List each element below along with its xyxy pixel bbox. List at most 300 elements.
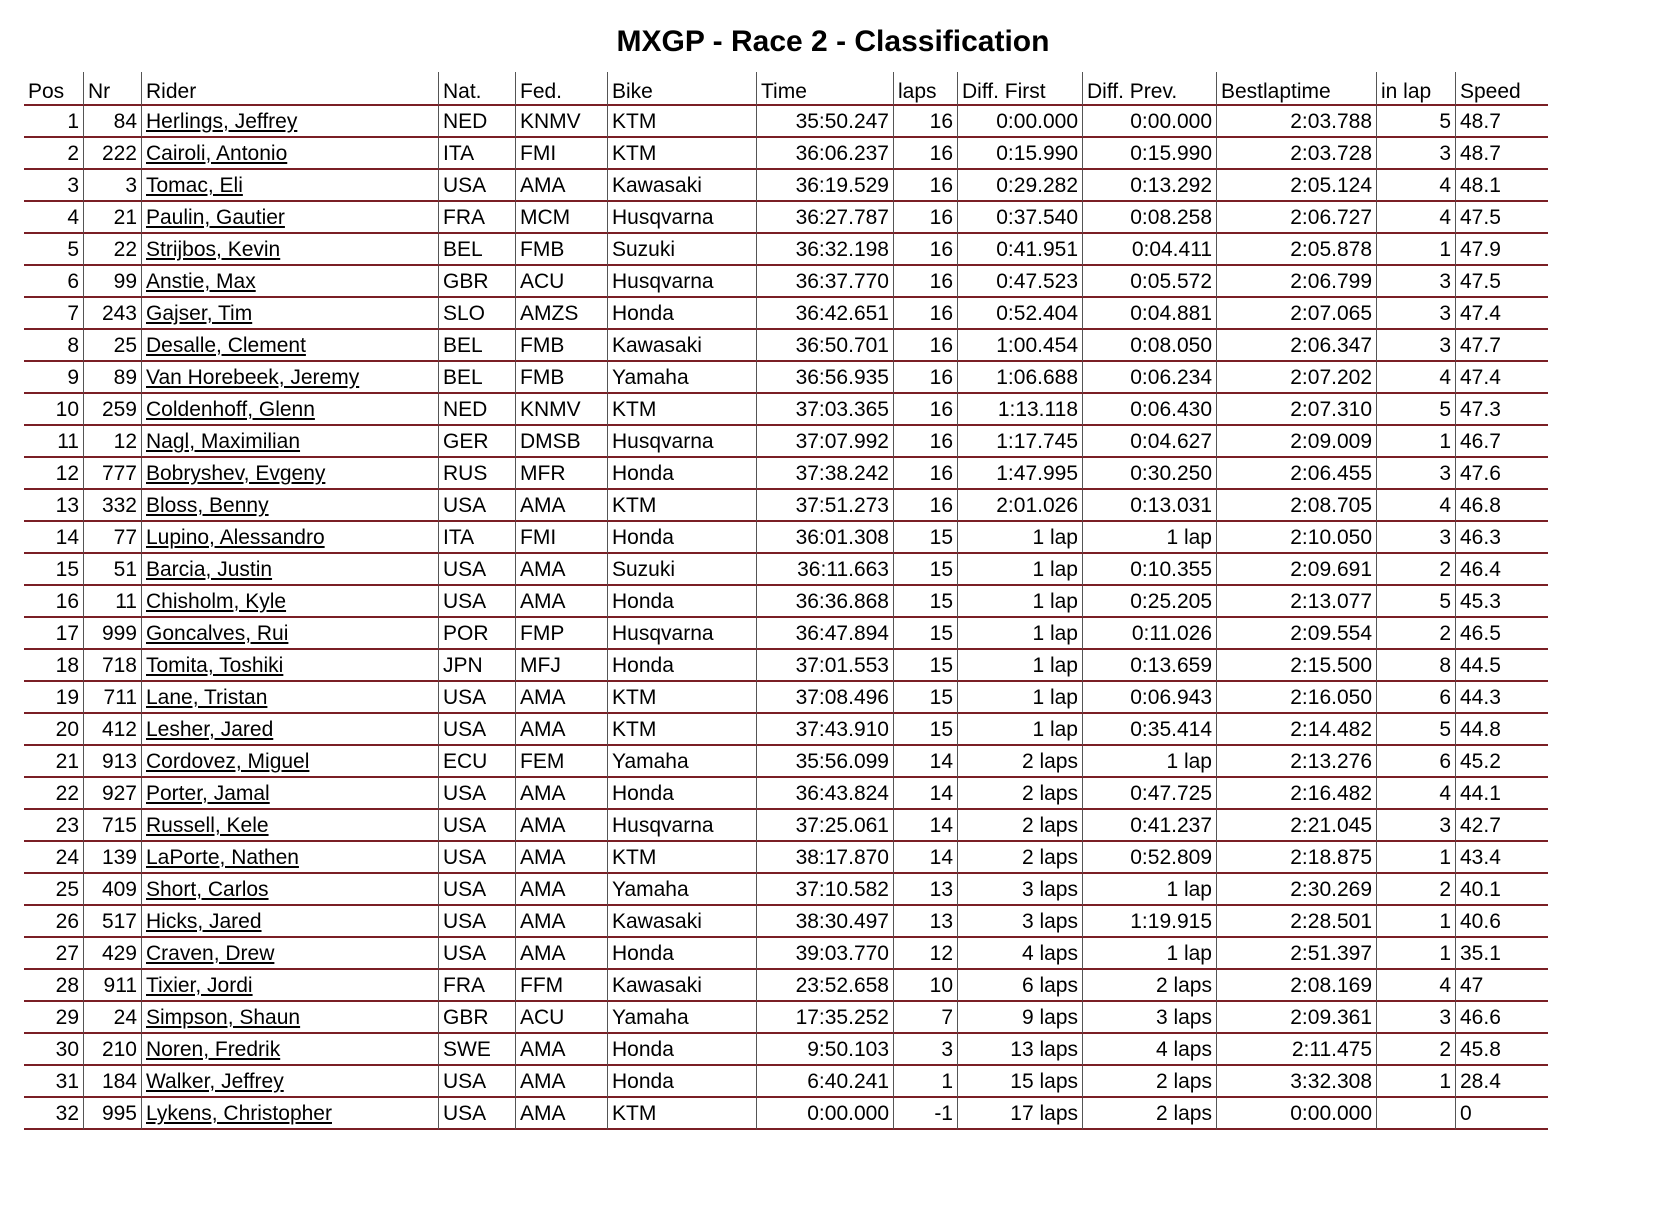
cell-pos: 4	[24, 202, 84, 234]
cell-diff-first: 2 laps	[958, 810, 1083, 842]
cell-bike: Suzuki	[608, 234, 757, 266]
cell-diff-first: 1 lap	[958, 682, 1083, 714]
rider-link[interactable]: Lane, Tristan	[146, 686, 268, 709]
cell-nat: USA	[439, 714, 516, 746]
cell-bike: Husqvarna	[608, 202, 757, 234]
cell-nat: USA	[439, 778, 516, 810]
cell-fed: FMI	[516, 138, 608, 170]
cell-speed: 40.6	[1456, 906, 1548, 938]
rider-link[interactable]: Tomita, Toshiki	[146, 654, 284, 677]
table-row	[24, 586, 1548, 618]
table-row	[24, 298, 1548, 330]
cell-speed: 46.7	[1456, 426, 1548, 458]
cell-rider	[142, 1002, 439, 1034]
column-header-pos: Pos	[24, 72, 84, 106]
cell-time: 36:06.237	[757, 138, 894, 170]
cell-time: 37:08.496	[757, 682, 894, 714]
cell-nr: 21	[84, 202, 142, 234]
cell-nat: BEL	[439, 330, 516, 362]
cell-rider	[142, 202, 439, 234]
cell-in-lap: 4	[1377, 970, 1456, 1002]
cell-laps: 14	[894, 746, 958, 778]
cell-diff-first: 1:47.995	[958, 458, 1083, 490]
cell-fed: FMI	[516, 522, 608, 554]
cell-nr: 89	[84, 362, 142, 394]
rider-link[interactable]: Tomac, Eli	[146, 174, 243, 197]
cell-laps: 14	[894, 810, 958, 842]
cell-time: 38:30.497	[757, 906, 894, 938]
cell-in-lap: 1	[1377, 906, 1456, 938]
rider-link[interactable]: Herlings, Jeffrey	[146, 110, 298, 133]
cell-rider	[142, 874, 439, 906]
cell-pos: 19	[24, 682, 84, 714]
cell-nr: 99	[84, 266, 142, 298]
cell-nr: 210	[84, 1034, 142, 1066]
cell-bike: Honda	[608, 650, 757, 682]
classification-table	[24, 72, 1548, 1130]
cell-bestlaptime: 2:08.169	[1217, 970, 1377, 1002]
cell-bike: KTM	[608, 106, 757, 138]
cell-bike: Honda	[608, 1034, 757, 1066]
table-row	[24, 810, 1548, 842]
cell-time: 9:50.103	[757, 1034, 894, 1066]
cell-laps: 13	[894, 906, 958, 938]
cell-nr: 777	[84, 458, 142, 490]
cell-bestlaptime: 2:16.050	[1217, 682, 1377, 714]
cell-time: 36:27.787	[757, 202, 894, 234]
cell-rider	[142, 1098, 439, 1130]
table-row	[24, 202, 1548, 234]
rider-link[interactable]: Chisholm, Kyle	[146, 590, 287, 613]
cell-in-lap: 3	[1377, 458, 1456, 490]
cell-diff-first: 1:13.118	[958, 394, 1083, 426]
cell-laps: 16	[894, 138, 958, 170]
cell-fed: AMA	[516, 874, 608, 906]
rider-link[interactable]: Van Horebeek, Jeremy	[146, 366, 360, 389]
cell-nr: 715	[84, 810, 142, 842]
cell-pos: 32	[24, 1098, 84, 1130]
cell-rider	[142, 490, 439, 522]
table-row	[24, 458, 1548, 490]
cell-time: 36:19.529	[757, 170, 894, 202]
cell-nat: NED	[439, 394, 516, 426]
cell-pos: 10	[24, 394, 84, 426]
table-row	[24, 938, 1548, 970]
cell-in-lap: 2	[1377, 618, 1456, 650]
cell-rider	[142, 234, 439, 266]
cell-time: 36:11.663	[757, 554, 894, 586]
cell-speed: 47.3	[1456, 394, 1548, 426]
rider-link[interactable]: Simpson, Shaun	[146, 1006, 301, 1029]
cell-bike: Yamaha	[608, 874, 757, 906]
cell-bestlaptime: 2:21.045	[1217, 810, 1377, 842]
cell-diff-prev: 0:30.250	[1083, 458, 1217, 490]
cell-nat: USA	[439, 1098, 516, 1130]
rider-link[interactable]: Lykens, Christopher	[146, 1102, 332, 1125]
cell-bike: Honda	[608, 298, 757, 330]
rider-link[interactable]: Nagl, Maximilian	[146, 430, 301, 453]
cell-in-lap: 3	[1377, 266, 1456, 298]
cell-speed: 0	[1456, 1098, 1548, 1130]
cell-nat: USA	[439, 1066, 516, 1098]
rider-link[interactable]: Short, Carlos	[146, 878, 269, 901]
table-row	[24, 970, 1548, 1002]
cell-fed: DMSB	[516, 426, 608, 458]
cell-diff-first: 2 laps	[958, 746, 1083, 778]
cell-pos: 16	[24, 586, 84, 618]
column-header-nr: Nr	[84, 72, 142, 106]
cell-laps: 16	[894, 170, 958, 202]
cell-laps: 16	[894, 266, 958, 298]
cell-time: 36:32.198	[757, 234, 894, 266]
cell-speed: 35.1	[1456, 938, 1548, 970]
rider-link[interactable]: Desalle, Clement	[146, 334, 306, 357]
cell-laps: -1	[894, 1098, 958, 1130]
cell-diff-first: 9 laps	[958, 1002, 1083, 1034]
cell-nat: ECU	[439, 746, 516, 778]
rider-link[interactable]: Strijbos, Kevin	[146, 238, 281, 261]
column-header-diff-prev: Diff. Prev.	[1083, 72, 1217, 106]
cell-in-lap: 1	[1377, 1066, 1456, 1098]
cell-nr: 51	[84, 554, 142, 586]
cell-bestlaptime: 2:05.878	[1217, 234, 1377, 266]
cell-laps: 16	[894, 106, 958, 138]
cell-nat: GBR	[439, 266, 516, 298]
cell-nat: USA	[439, 490, 516, 522]
cell-diff-prev: 0:08.050	[1083, 330, 1217, 362]
cell-rider	[142, 522, 439, 554]
cell-diff-first: 1 lap	[958, 586, 1083, 618]
cell-in-lap	[1377, 1098, 1456, 1130]
cell-laps: 1	[894, 1066, 958, 1098]
cell-time: 17:35.252	[757, 1002, 894, 1034]
cell-diff-prev: 0:04.881	[1083, 298, 1217, 330]
cell-pos: 11	[24, 426, 84, 458]
cell-diff-prev: 2 laps	[1083, 970, 1217, 1002]
cell-bestlaptime: 2:06.799	[1217, 266, 1377, 298]
rider-link[interactable]: Lupino, Alessandro	[146, 526, 325, 549]
cell-time: 37:07.992	[757, 426, 894, 458]
rider-link[interactable]: Hicks, Jared	[146, 910, 262, 933]
cell-nat: USA	[439, 554, 516, 586]
cell-diff-first: 6 laps	[958, 970, 1083, 1002]
cell-nr: 77	[84, 522, 142, 554]
cell-time: 37:01.553	[757, 650, 894, 682]
cell-rider	[142, 586, 439, 618]
cell-nat: ITA	[439, 138, 516, 170]
cell-speed: 47.5	[1456, 266, 1548, 298]
cell-bike: KTM	[608, 682, 757, 714]
cell-rider	[142, 298, 439, 330]
cell-speed: 47	[1456, 970, 1548, 1002]
cell-bestlaptime: 2:15.500	[1217, 650, 1377, 682]
cell-laps: 16	[894, 298, 958, 330]
cell-bestlaptime: 2:09.361	[1217, 1002, 1377, 1034]
cell-fed: FEM	[516, 746, 608, 778]
cell-bestlaptime: 2:51.397	[1217, 938, 1377, 970]
cell-pos: 28	[24, 970, 84, 1002]
cell-rider	[142, 394, 439, 426]
cell-bestlaptime: 2:11.475	[1217, 1034, 1377, 1066]
rider-link[interactable]: Walker, Jeffrey	[146, 1070, 284, 1093]
cell-bike: Honda	[608, 458, 757, 490]
cell-pos: 29	[24, 1002, 84, 1034]
cell-diff-prev: 0:05.572	[1083, 266, 1217, 298]
cell-diff-first: 0:37.540	[958, 202, 1083, 234]
cell-speed: 48.1	[1456, 170, 1548, 202]
cell-fed: MCM	[516, 202, 608, 234]
cell-time: 39:03.770	[757, 938, 894, 970]
cell-rider	[142, 362, 439, 394]
cell-in-lap: 5	[1377, 394, 1456, 426]
cell-rider	[142, 778, 439, 810]
cell-fed: AMA	[516, 810, 608, 842]
table-row	[24, 906, 1548, 938]
rider-link[interactable]: Noren, Fredrik	[146, 1038, 281, 1061]
rider-link[interactable]: Tixier, Jordi	[146, 974, 253, 997]
cell-diff-prev: 0:11.026	[1083, 618, 1217, 650]
cell-diff-first: 0:47.523	[958, 266, 1083, 298]
cell-diff-prev: 0:10.355	[1083, 554, 1217, 586]
cell-bike: Husqvarna	[608, 618, 757, 650]
cell-in-lap: 3	[1377, 810, 1456, 842]
cell-bike: Husqvarna	[608, 266, 757, 298]
cell-fed: KNMV	[516, 106, 608, 138]
rider-link[interactable]: Porter, Jamal	[146, 782, 270, 805]
cell-fed: MFR	[516, 458, 608, 490]
cell-diff-prev: 1 lap	[1083, 938, 1217, 970]
cell-time: 37:10.582	[757, 874, 894, 906]
cell-bestlaptime: 2:09.691	[1217, 554, 1377, 586]
cell-speed: 45.3	[1456, 586, 1548, 618]
cell-nr: 243	[84, 298, 142, 330]
cell-diff-prev: 0:06.234	[1083, 362, 1217, 394]
cell-bike: Kawasaki	[608, 330, 757, 362]
cell-nr: 913	[84, 746, 142, 778]
cell-bestlaptime: 2:09.009	[1217, 426, 1377, 458]
cell-laps: 15	[894, 618, 958, 650]
cell-pos: 21	[24, 746, 84, 778]
cell-laps: 16	[894, 202, 958, 234]
cell-time: 36:50.701	[757, 330, 894, 362]
cell-time: 37:43.910	[757, 714, 894, 746]
cell-laps: 16	[894, 234, 958, 266]
cell-bestlaptime: 2:14.482	[1217, 714, 1377, 746]
rider-link[interactable]: Paulin, Gautier	[146, 206, 285, 229]
cell-rider	[142, 714, 439, 746]
column-header-fed: Fed.	[516, 72, 608, 106]
cell-in-lap: 4	[1377, 170, 1456, 202]
cell-nat: NED	[439, 106, 516, 138]
cell-in-lap: 6	[1377, 746, 1456, 778]
cell-bike: KTM	[608, 714, 757, 746]
cell-time: 36:47.894	[757, 618, 894, 650]
cell-fed: AMA	[516, 842, 608, 874]
cell-time: 6:40.241	[757, 1066, 894, 1098]
cell-speed: 43.4	[1456, 842, 1548, 874]
cell-time: 37:38.242	[757, 458, 894, 490]
cell-in-lap: 5	[1377, 106, 1456, 138]
cell-nat: JPN	[439, 650, 516, 682]
cell-diff-first: 1:06.688	[958, 362, 1083, 394]
rider-link[interactable]: Cordovez, Miguel	[146, 750, 310, 773]
cell-laps: 15	[894, 714, 958, 746]
table-row	[24, 490, 1548, 522]
cell-pos: 7	[24, 298, 84, 330]
cell-rider	[142, 138, 439, 170]
cell-speed: 47.4	[1456, 298, 1548, 330]
cell-fed: AMA	[516, 714, 608, 746]
cell-nat: FRA	[439, 970, 516, 1002]
cell-diff-prev: 0:47.725	[1083, 778, 1217, 810]
cell-nat: USA	[439, 906, 516, 938]
column-header-speed: Speed	[1456, 72, 1548, 106]
cell-in-lap: 2	[1377, 1034, 1456, 1066]
cell-bestlaptime: 2:10.050	[1217, 522, 1377, 554]
cell-bike: Yamaha	[608, 746, 757, 778]
cell-nat: FRA	[439, 202, 516, 234]
rider-link[interactable]: Bobryshev, Evgeny	[146, 462, 326, 485]
cell-fed: MFJ	[516, 650, 608, 682]
cell-rider	[142, 682, 439, 714]
cell-diff-prev: 1:19.915	[1083, 906, 1217, 938]
rider-link[interactable]: Anstie, Max	[146, 270, 256, 293]
cell-nr: 84	[84, 106, 142, 138]
cell-rider	[142, 330, 439, 362]
cell-bike: Honda	[608, 938, 757, 970]
cell-diff-prev: 3 laps	[1083, 1002, 1217, 1034]
cell-rider	[142, 106, 439, 138]
cell-laps: 15	[894, 586, 958, 618]
table-body	[24, 106, 1548, 1130]
rider-link[interactable]: Coldenhoff, Glenn	[146, 398, 315, 421]
cell-speed: 45.8	[1456, 1034, 1548, 1066]
cell-pos: 20	[24, 714, 84, 746]
rider-link[interactable]: Bloss, Benny	[146, 494, 269, 517]
rider-link[interactable]: Goncalves, Rui	[146, 622, 289, 645]
cell-diff-prev: 0:35.414	[1083, 714, 1217, 746]
table-row	[24, 106, 1548, 138]
cell-fed: ACU	[516, 1002, 608, 1034]
cell-time: 36:37.770	[757, 266, 894, 298]
cell-nr: 3	[84, 170, 142, 202]
cell-diff-prev: 0:52.809	[1083, 842, 1217, 874]
cell-bike: Kawasaki	[608, 970, 757, 1002]
cell-bestlaptime: 2:13.276	[1217, 746, 1377, 778]
cell-nr: 24	[84, 1002, 142, 1034]
column-header-bike: Bike	[608, 72, 757, 106]
cell-rider	[142, 1034, 439, 1066]
cell-laps: 16	[894, 458, 958, 490]
cell-nat: GER	[439, 426, 516, 458]
cell-nat: SLO	[439, 298, 516, 330]
table-row	[24, 522, 1548, 554]
cell-laps: 14	[894, 778, 958, 810]
cell-speed: 47.7	[1456, 330, 1548, 362]
table-row	[24, 554, 1548, 586]
cell-rider	[142, 1066, 439, 1098]
table-row	[24, 1034, 1548, 1066]
cell-laps: 16	[894, 490, 958, 522]
cell-time: 37:25.061	[757, 810, 894, 842]
cell-in-lap: 3	[1377, 138, 1456, 170]
cell-time: 36:42.651	[757, 298, 894, 330]
column-header-diff-first: Diff. First	[958, 72, 1083, 106]
table-row	[24, 362, 1548, 394]
cell-pos: 26	[24, 906, 84, 938]
cell-diff-first: 15 laps	[958, 1066, 1083, 1098]
cell-pos: 5	[24, 234, 84, 266]
cell-fed: AMA	[516, 1098, 608, 1130]
cell-pos: 1	[24, 106, 84, 138]
cell-bike: KTM	[608, 490, 757, 522]
table-row	[24, 426, 1548, 458]
cell-bestlaptime: 2:07.202	[1217, 362, 1377, 394]
cell-pos: 2	[24, 138, 84, 170]
cell-bike: Kawasaki	[608, 170, 757, 202]
column-header-bestlaptime: Bestlaptime	[1217, 72, 1377, 106]
cell-nat: USA	[439, 586, 516, 618]
cell-in-lap: 3	[1377, 522, 1456, 554]
cell-time: 36:01.308	[757, 522, 894, 554]
cell-fed: FMB	[516, 330, 608, 362]
cell-nr: 11	[84, 586, 142, 618]
rider-link[interactable]: Craven, Drew	[146, 942, 275, 965]
rider-link[interactable]: Lesher, Jared	[146, 718, 274, 741]
column-header-in-lap: in lap	[1377, 72, 1456, 106]
cell-diff-first: 1:00.454	[958, 330, 1083, 362]
cell-diff-prev: 0:13.031	[1083, 490, 1217, 522]
column-header-nat: Nat.	[439, 72, 516, 106]
rider-link[interactable]: Gajser, Tim	[146, 302, 253, 325]
cell-rider	[142, 938, 439, 970]
cell-diff-first: 4 laps	[958, 938, 1083, 970]
cell-time: 37:03.365	[757, 394, 894, 426]
cell-rider	[142, 458, 439, 490]
cell-speed: 44.8	[1456, 714, 1548, 746]
cell-laps: 7	[894, 1002, 958, 1034]
table-row	[24, 650, 1548, 682]
cell-in-lap: 3	[1377, 298, 1456, 330]
rider-link[interactable]: Cairoli, Antonio	[146, 142, 288, 165]
cell-nat: SWE	[439, 1034, 516, 1066]
cell-nr: 911	[84, 970, 142, 1002]
rider-link[interactable]: LaPorte, Nathen	[146, 846, 299, 869]
cell-bestlaptime: 2:03.788	[1217, 106, 1377, 138]
cell-bestlaptime: 2:06.347	[1217, 330, 1377, 362]
rider-link[interactable]: Barcia, Justin	[146, 558, 273, 581]
cell-diff-prev: 0:41.237	[1083, 810, 1217, 842]
cell-bestlaptime: 2:18.875	[1217, 842, 1377, 874]
cell-nr: 927	[84, 778, 142, 810]
cell-speed: 45.2	[1456, 746, 1548, 778]
cell-nr: 12	[84, 426, 142, 458]
cell-laps: 15	[894, 650, 958, 682]
cell-bike: KTM	[608, 138, 757, 170]
cell-speed: 44.3	[1456, 682, 1548, 714]
rider-link[interactable]: Russell, Kele	[146, 814, 269, 837]
cell-laps: 13	[894, 874, 958, 906]
cell-bike: Husqvarna	[608, 810, 757, 842]
table-row	[24, 746, 1548, 778]
cell-bestlaptime: 2:08.705	[1217, 490, 1377, 522]
cell-in-lap: 4	[1377, 362, 1456, 394]
cell-bike: Suzuki	[608, 554, 757, 586]
cell-speed: 46.5	[1456, 618, 1548, 650]
cell-nat: RUS	[439, 458, 516, 490]
cell-speed: 44.5	[1456, 650, 1548, 682]
cell-in-lap: 2	[1377, 554, 1456, 586]
